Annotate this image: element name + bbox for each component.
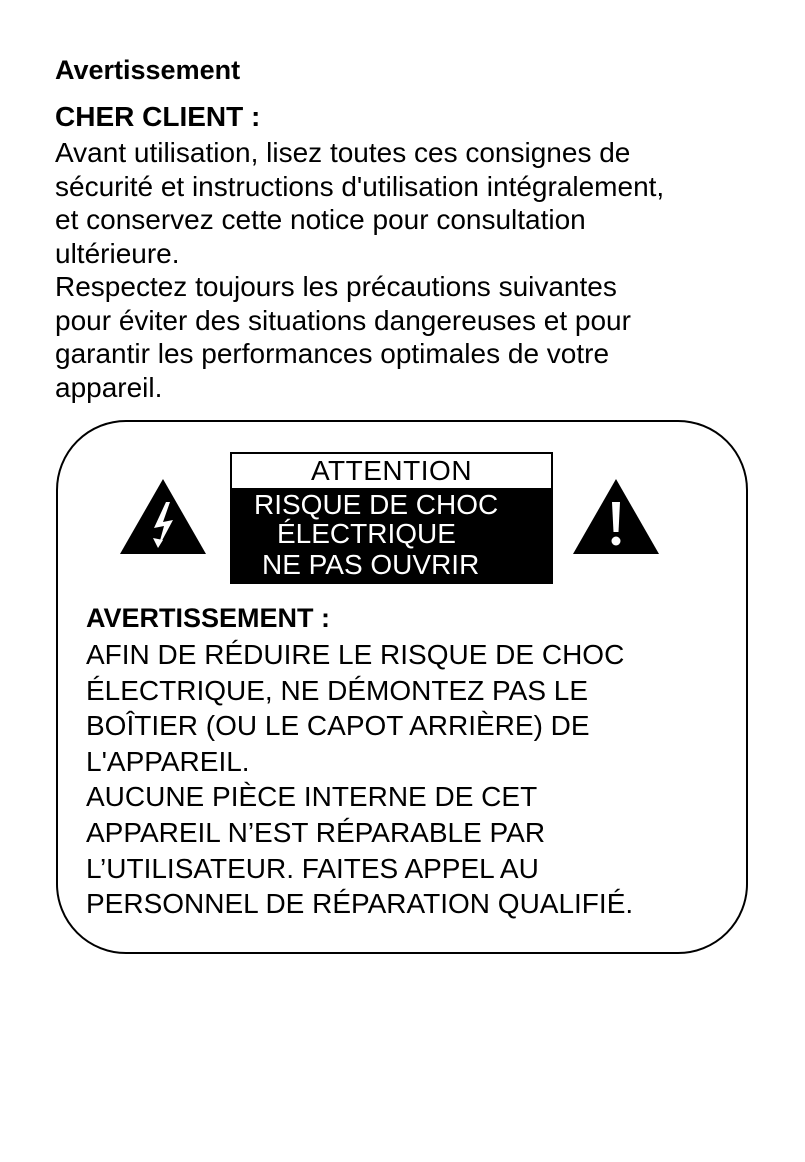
intro-paragraph-1	[55, 136, 775, 270]
warning-line: AFIN DE RÉDUIRE LE RISQUE DE CHOC	[86, 639, 625, 670]
intro-line: et conservez cette notice pour consultation	[55, 204, 586, 235]
attention-label	[230, 452, 553, 584]
intro-line: Respectez toujours les précautions suivantes	[55, 271, 617, 302]
page-heading: Avertissement	[55, 55, 241, 85]
warning-line: PERSONNEL DE RÉPARATION QUALIFIÉ.	[86, 888, 634, 920]
attention-title: ATTENTION	[310, 455, 473, 486]
intro-text	[55, 136, 775, 404]
warning-paragraph-1	[86, 637, 736, 779]
greeting-heading: CHER CLIENT :	[55, 101, 261, 132]
intro-line: pour éviter des situations dangereuses et pour	[55, 304, 631, 336]
intro-line: ultérieure.	[55, 237, 180, 269]
warning-heading: AVERTISSEMENT :	[86, 603, 331, 633]
intro-line: sécurité et instructions d'utilisation intégralement,	[55, 170, 665, 202]
shock-risk-panel	[232, 488, 551, 584]
warning-line: APPAREIL N’EST RÉPARABLE PAR	[86, 816, 546, 848]
lightning-warning-icon	[118, 476, 208, 556]
intro-paragraph-2	[55, 270, 775, 404]
warning-line: AUCUNE PIÈCE INTERNE DE CET	[86, 781, 538, 813]
warning-paragraph-2	[86, 779, 736, 921]
intro-line: Avant utilisation, lisez toutes ces consignes de	[55, 137, 631, 168]
warning-text	[86, 637, 736, 922]
shock-risk-line: RISQUE DE CHOC	[254, 489, 499, 520]
intro-line: garantir les performances optimales de votre	[55, 338, 610, 369]
warning-line: ÉLECTRIQUE, NE DÉMONTEZ PAS LE	[86, 674, 589, 706]
warning-line: L’UTILISATEUR. FAITES APPEL AU	[86, 852, 539, 884]
shock-risk-line: NE PAS OUVRIR	[262, 549, 480, 580]
shock-risk-line: ÉLECTRIQUE	[277, 518, 456, 549]
warning-line: BOÎTIER (OU LE CAPOT ARRIÈRE) DE	[86, 710, 590, 742]
exclamation-warning-icon	[571, 476, 661, 556]
intro-line: appareil.	[55, 371, 163, 403]
warning-line: L'APPAREIL.	[86, 745, 250, 777]
